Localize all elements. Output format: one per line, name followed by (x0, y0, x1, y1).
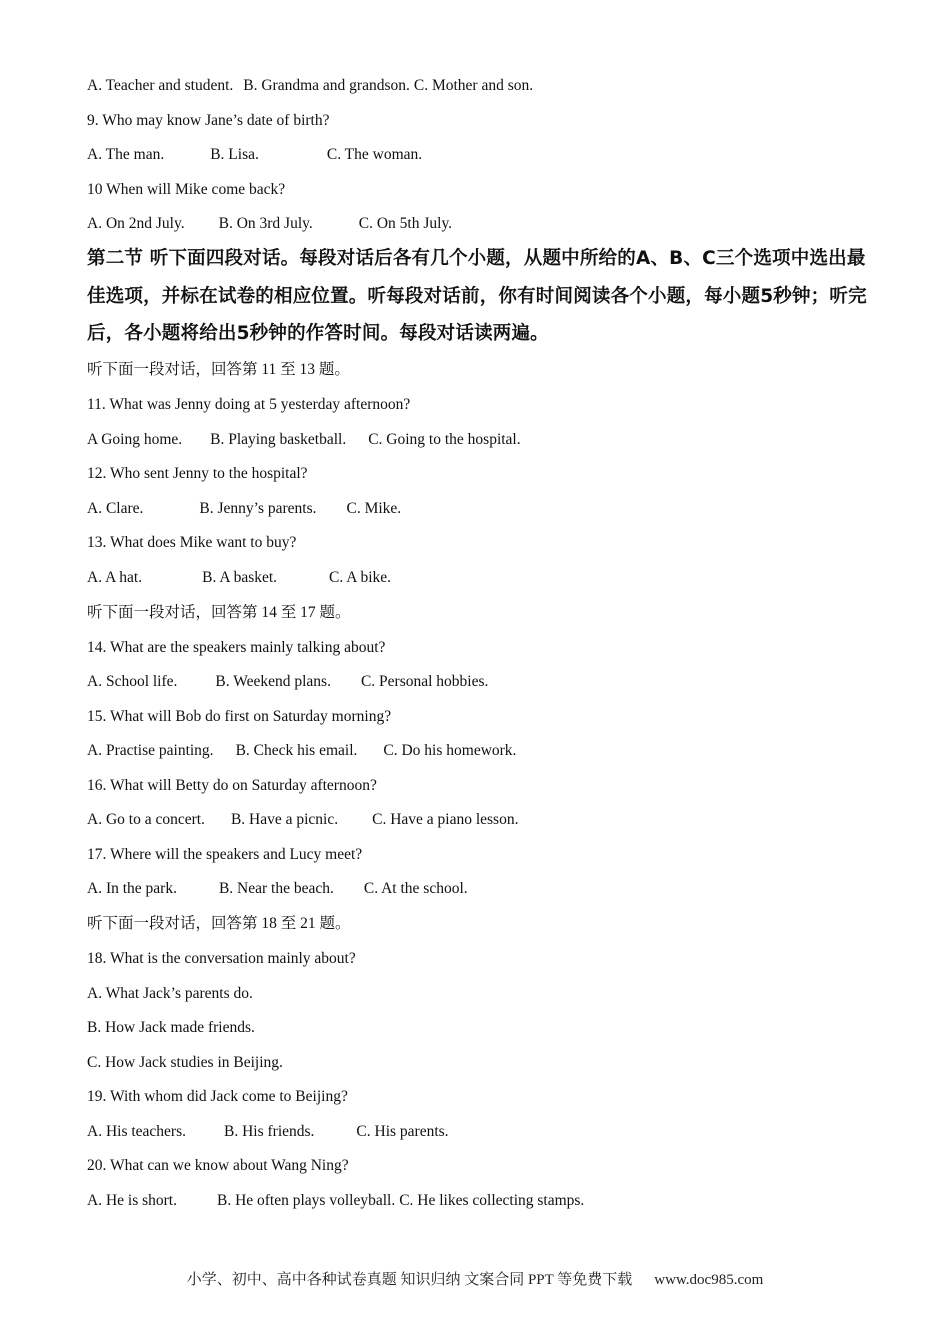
text-line (87, 603, 351, 623)
answer-option: A. On 2nd July. (87, 215, 185, 232)
answer-option: B. Grandma and grandson. (243, 77, 410, 94)
options-line (87, 672, 488, 692)
options-line (87, 741, 516, 761)
answer-option: C. Personal hobbies. (360, 673, 489, 690)
line-text: 18. What is the conversation mainly about? (87, 950, 356, 967)
line-text: 听下面一段对话，回答第 14 至 17 题。 (87, 604, 351, 621)
line-text: 16. What will Betty do on Saturday afternoon? (87, 777, 377, 794)
answer-option: C. At the school. (363, 880, 468, 897)
options-line (87, 145, 422, 165)
answer-option: B. Jenny’s parents. (199, 500, 317, 517)
question-line (87, 533, 296, 553)
footer-site: www.doc985.com (654, 1272, 764, 1288)
question-line (87, 1087, 348, 1107)
answer-option: A. He is short. (87, 1192, 177, 1209)
answer-option: B. Playing basketball. (210, 431, 347, 448)
answer-option: C. Mike. (346, 500, 402, 517)
options-line (87, 76, 533, 96)
line-text: B. How Jack made friends. (87, 1019, 255, 1036)
options-line (87, 1191, 584, 1211)
question-line (87, 180, 285, 200)
section-heading: 第二节 听下面四段对话。每段对话后各有几个小题，从题中所给的A、B、C三个选项中选出最佳选项，并标在试卷的相应位置。听每段对话前，你有时间阅读各个小题，每小题5秒钟；听完后，各小题将给出5秒钟的作答时间。每段对话读两遍。 (87, 248, 867, 344)
question-line (87, 707, 391, 727)
text-line (87, 984, 253, 1004)
question-line (87, 776, 377, 796)
answer-option: A. In the park. (87, 880, 177, 897)
question-line (87, 1156, 349, 1176)
line-text: 15. What will Bob do first on Saturday morning? (87, 708, 392, 725)
answer-option: C. The woman. (326, 146, 423, 163)
answer-option: B. Have a picnic. (230, 811, 339, 828)
line-text: 听下面一段对话，回答第 18 至 21 题。 (87, 915, 351, 932)
answer-option: A. A hat. (87, 569, 143, 586)
options-line (87, 810, 518, 830)
answer-option: A. Practise painting. (87, 742, 214, 759)
answer-option: C. Have a piano lesson. (372, 811, 519, 828)
line-text: 9. Who may know Jane’s date of birth? (87, 112, 330, 129)
question-line (87, 111, 330, 131)
line-text: 10 When will Mike come back? (87, 181, 286, 198)
answer-option: C. Going to the hospital. (368, 431, 521, 448)
answer-option: B. On 3rd July. (218, 215, 313, 232)
line-text: 听下面一段对话，回答第 11 至 13 题。 (87, 361, 350, 378)
answer-option: C. A bike. (329, 569, 392, 586)
answer-option: A. School life. (87, 673, 178, 690)
options-line (87, 879, 468, 899)
answer-option: B. Lisa. (210, 146, 259, 163)
line-text: 11. What was Jenny doing at 5 yesterday afternoon? (87, 396, 411, 413)
answer-option: B. He often plays volleyball. (216, 1192, 396, 1209)
options-line (87, 499, 401, 519)
line-text: C. How Jack studies in Beijing. (87, 1054, 283, 1071)
answer-option: A. His teachers. (87, 1123, 186, 1140)
answer-option: C. His parents. (356, 1123, 449, 1140)
question-line (87, 845, 362, 865)
answer-option: C. On 5th July. (358, 215, 453, 232)
answer-option: A Going home. (87, 431, 183, 448)
answer-option: B. His friends. (224, 1123, 315, 1140)
question-line (87, 395, 410, 415)
line-text: 19. With whom did Jack come to Beijing? (87, 1088, 348, 1105)
options-line (87, 568, 391, 588)
question-line (87, 464, 308, 484)
line-text: 17. Where will the speakers and Lucy meet? (87, 846, 363, 863)
answer-option: C. Mother and son. (413, 77, 534, 94)
answer-option: C. He likes collecting stamps. (399, 1192, 585, 1209)
answer-option: B. Check his email. (235, 742, 358, 759)
page-footer (0, 1270, 950, 1290)
question-line (87, 949, 356, 969)
options-line (87, 1122, 449, 1142)
answer-option: A. Clare. (87, 500, 144, 517)
text-line (87, 360, 350, 380)
options-line (87, 430, 521, 450)
answer-option: A. Go to a concert. (87, 811, 205, 828)
text-line (87, 914, 351, 934)
answer-option: A. The man. (87, 146, 165, 163)
answer-option: C. Do his homework. (383, 742, 517, 759)
text-line (87, 1018, 255, 1038)
line-text: 14. What are the speakers mainly talking about? (87, 639, 386, 656)
line-text: A. What Jack’s parents do. (87, 985, 253, 1002)
answer-option: B. Weekend plans. (215, 673, 331, 690)
line-text: 12. Who sent Jenny to the hospital? (87, 465, 308, 482)
question-line (87, 638, 385, 658)
line-text: 13. What does Mike want to buy? (87, 534, 297, 551)
footer-text: 小学、初中、高中各种试卷真题 知识归纳 文案合同 PPT 等免费下载 (186, 1272, 633, 1288)
options-line (87, 214, 452, 234)
text-line (87, 1053, 283, 1073)
answer-option: A. Teacher and student. (87, 77, 234, 94)
line-text: 20. What can we know about Wang Ning? (87, 1157, 349, 1174)
answer-option: B. Near the beach. (218, 880, 334, 897)
answer-option: B. A basket. (202, 569, 278, 586)
